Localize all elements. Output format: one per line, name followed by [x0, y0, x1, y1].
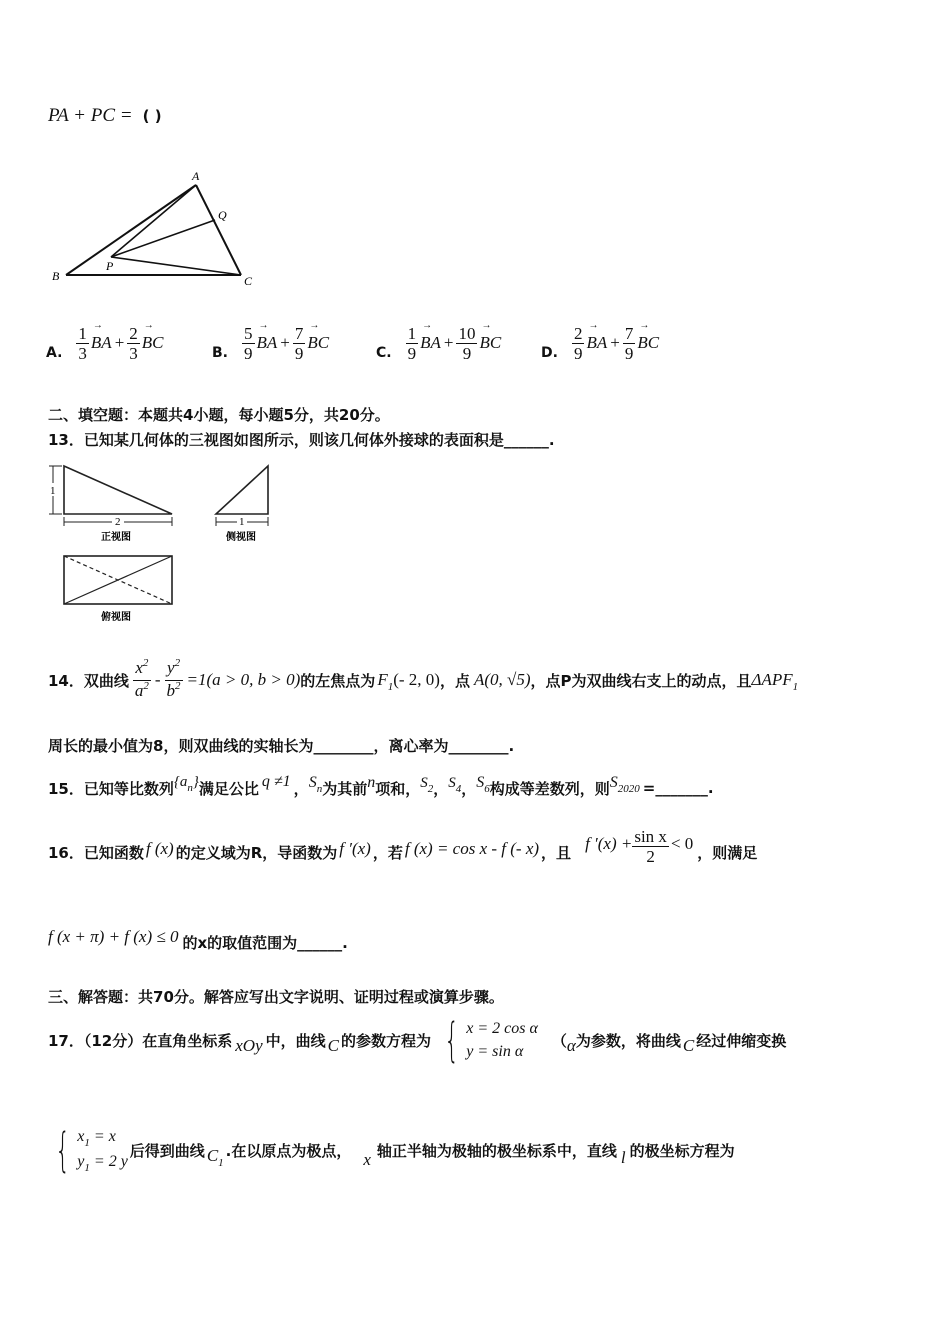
q17-text-4: 为参数，将曲线: [575, 1031, 681, 1050]
q17-text-5: 经过伸缩变换: [696, 1031, 787, 1050]
q16-ineq-den: 2: [646, 846, 655, 866]
q12-stem-paren: ( ): [142, 107, 162, 125]
q14-focus-coord: (- 2, 0): [393, 670, 440, 689]
q17-system-1: [437, 1013, 538, 1067]
q15-comma-1: ，: [433, 779, 449, 798]
q14-number: 14．双曲线: [48, 671, 129, 690]
q15-text-7: =_______.: [642, 779, 714, 797]
q16-text-1: 16．已知函数: [48, 843, 144, 862]
q16-equation: f (x) = cos x - f (- x): [404, 839, 540, 858]
q17-system-2-eq-a: $x_1 = x$: [77, 1128, 116, 1149]
q16-line2-expression: f (x + π) + f (x) ≤ 0: [48, 927, 179, 946]
q15-comma-2: ，: [461, 779, 477, 798]
q17-x-axis: x: [363, 1150, 371, 1169]
q12-option-1[interactable]: [212, 316, 329, 370]
q12-option-2[interactable]: [376, 316, 501, 370]
q14-text-2: ，点: [439, 671, 470, 690]
option-coef-2: $\frac{7}{9}$: [294, 323, 304, 363]
q15-text-5: 项和，: [375, 779, 421, 798]
q17-xoy: xOy: [235, 1036, 263, 1055]
label-q: Q: [218, 208, 227, 222]
q14-point-a: A(0, √5): [473, 670, 531, 689]
q15-q-condition: q ≠1: [261, 773, 291, 790]
q15-sn: $S_n$: [308, 774, 323, 795]
option-vector-1: → BA: [91, 333, 112, 353]
q12-option-3[interactable]: [541, 316, 659, 370]
q17-text-1: 17．（12分）在直角坐标系: [48, 1031, 233, 1050]
q14-frac-x: $\frac{x^2}{a^2}$: [134, 656, 149, 700]
option-vector-1: → BA: [586, 333, 607, 353]
label-b: B: [52, 269, 60, 283]
q17-text-2: 中，曲线: [265, 1031, 326, 1050]
label-p: P: [106, 259, 114, 273]
top-view-label: 俯视图: [101, 612, 131, 623]
q16-ineq-frac: [632, 827, 669, 866]
q15-s4: $S_4$: [448, 774, 462, 795]
q16-line2-text: 的x的取值范围为______.: [182, 933, 348, 952]
q16-text-5: ，则满足: [697, 843, 758, 862]
q15-text-2: 满足公比: [198, 779, 259, 798]
q17-system-1-eq-b: y = sin α: [466, 1043, 524, 1060]
q14-x: x: [135, 657, 143, 677]
q17-text-9: 的极坐标方程为: [629, 1141, 735, 1160]
q12-stem: [48, 104, 162, 127]
q16-line-2: [48, 922, 348, 962]
option-plus: +: [114, 333, 125, 352]
q16-ineq-right: < 0: [670, 834, 694, 853]
q15-s6: $S_6$: [476, 774, 490, 795]
option-vector-1: → BA: [420, 333, 441, 353]
q17-text-7: .在以原点为极点，: [225, 1141, 352, 1160]
q17-line-2: [48, 1120, 735, 1180]
q17-curve-c: C: [327, 1036, 339, 1055]
label-a: A: [192, 169, 200, 183]
q14-triangle: $\Delta APF_1$: [751, 670, 799, 693]
q17-system-2: [48, 1125, 128, 1175]
option-letter: B.: [212, 345, 228, 361]
option-coef-1: $\frac{5}{9}$: [244, 323, 253, 363]
q15-text-1: 15．已知等比数列: [48, 779, 174, 798]
front-view-label: 正视图: [101, 532, 131, 543]
q15-text-4: 为其前: [322, 779, 368, 798]
q13-text: 13．已知某几何体的三视图如图所示，则该几何体外接球的表面积是______.: [48, 431, 555, 449]
q15-text-3: ，: [293, 779, 309, 798]
option-letter: C.: [376, 345, 392, 361]
option-letter: A.: [46, 345, 63, 361]
q15-s2: $S_2$: [420, 774, 434, 795]
option-coef-1: $\frac{1}{9}$: [407, 323, 417, 363]
q16-text-3: ，若: [372, 843, 403, 862]
option-letter: D.: [541, 345, 558, 361]
q17-system-2-eq-b: $y_1 = 2$ y: [77, 1153, 128, 1174]
q12-option-0[interactable]: [46, 316, 164, 370]
q14-text-3: ，点P为双曲线右支上的动点，且: [530, 671, 752, 690]
q14-minus: -: [154, 670, 161, 689]
side-view-label: 侧视图: [226, 532, 256, 543]
option-vector-2: → BC: [142, 333, 164, 353]
q16-fx: f (x): [145, 839, 174, 858]
q14-line-1: [48, 648, 798, 712]
q16-ineq-left: f ′(x) +: [585, 834, 633, 853]
option-plus: +: [443, 333, 454, 352]
segment-pa: [111, 185, 196, 257]
q15-text-6: 构成等差数列，则: [489, 779, 610, 798]
front-view-triangle: [64, 466, 172, 514]
dim-height-label: 1: [50, 485, 56, 497]
q14-text-1: 的左焦点为: [300, 671, 376, 690]
brace-icon: {: [444, 1013, 459, 1067]
q16-line-1: [48, 828, 757, 876]
q17-curve-c-2: C: [682, 1036, 695, 1055]
q15-sequence: $\{a_n\}$: [173, 773, 199, 794]
edge-ba: [66, 185, 196, 275]
q17-text-3: 的参数方程为: [340, 1031, 431, 1050]
q17-alpha: α: [566, 1036, 576, 1055]
option-plus: +: [280, 333, 290, 352]
dim-front-width-label: 2: [115, 516, 121, 528]
q17-paren: （: [551, 1031, 567, 1050]
q14-equation-rest: =1(a > 0, b > 0): [186, 670, 301, 689]
q12-stem-expression: PA + PC =: [48, 105, 133, 126]
q14-focus: $F_1$: [377, 670, 394, 693]
option-vector-1: → BA: [257, 333, 278, 353]
option-coef-2: $\frac{10}{9}$: [458, 323, 476, 363]
brace-icon: {: [55, 1123, 70, 1177]
q13-three-views-figure: [40, 460, 290, 630]
q17-text-8: 轴正半轴为极轴的极坐标系中，直线: [376, 1141, 617, 1160]
q17-system-1-eq-a: x = 2 cos α: [466, 1020, 538, 1037]
q14-a: a: [134, 680, 144, 700]
q14-b: b: [166, 680, 176, 700]
section-2-heading: 二、填空题：本题共4小题，每小题5分，共20分。: [48, 406, 390, 424]
edge-ac: [196, 185, 241, 275]
q12-triangle-figure: [45, 165, 265, 295]
q17-line-1: [48, 1012, 786, 1068]
label-c: C: [244, 274, 253, 288]
q16-text-4: ，且: [541, 843, 572, 862]
side-view-triangle: [216, 466, 268, 514]
q16-ineq-num: sin x: [634, 826, 667, 846]
q17-curve-c1: $C_1$: [206, 1146, 224, 1169]
section-3-heading: 三、解答题：共70分。解答应写出文字说明、证明过程或演算步骤。: [48, 988, 504, 1006]
q17-line-l: l: [620, 1148, 626, 1167]
q15-line: [48, 768, 714, 808]
option-coef-1: $\frac{2}{9}$: [573, 323, 583, 363]
dim-side-width-label: 1: [239, 516, 245, 528]
option-coef-2: $\frac{2}{3}$: [129, 323, 138, 363]
segment-pq: [111, 220, 215, 257]
q15-s2020: $S_{2020}$: [609, 774, 640, 795]
option-vector-2: → BC: [307, 333, 329, 353]
q16-fpx: f ′(x): [339, 839, 371, 858]
segment-pc: [111, 257, 241, 275]
q14-line-2: 周长的最小值为8，则双曲线的实轴长为________，离心率为________.: [48, 737, 515, 755]
q14-y: y: [167, 657, 175, 677]
q17-text-6: 后得到曲线: [129, 1141, 205, 1160]
q16-text-2: 的定义域为R，导函数为: [175, 843, 338, 862]
option-vector-2: → BC: [479, 333, 501, 353]
q15-n: n: [367, 774, 376, 791]
option-coef-1: $\frac{1}{3}$: [78, 323, 87, 363]
option-plus: +: [610, 333, 620, 352]
q14-frac-y: $\frac{y^2}{b^2}$: [166, 656, 181, 700]
option-coef-2: $\frac{7}{9}$: [624, 323, 634, 363]
option-vector-2: → BC: [637, 333, 659, 353]
